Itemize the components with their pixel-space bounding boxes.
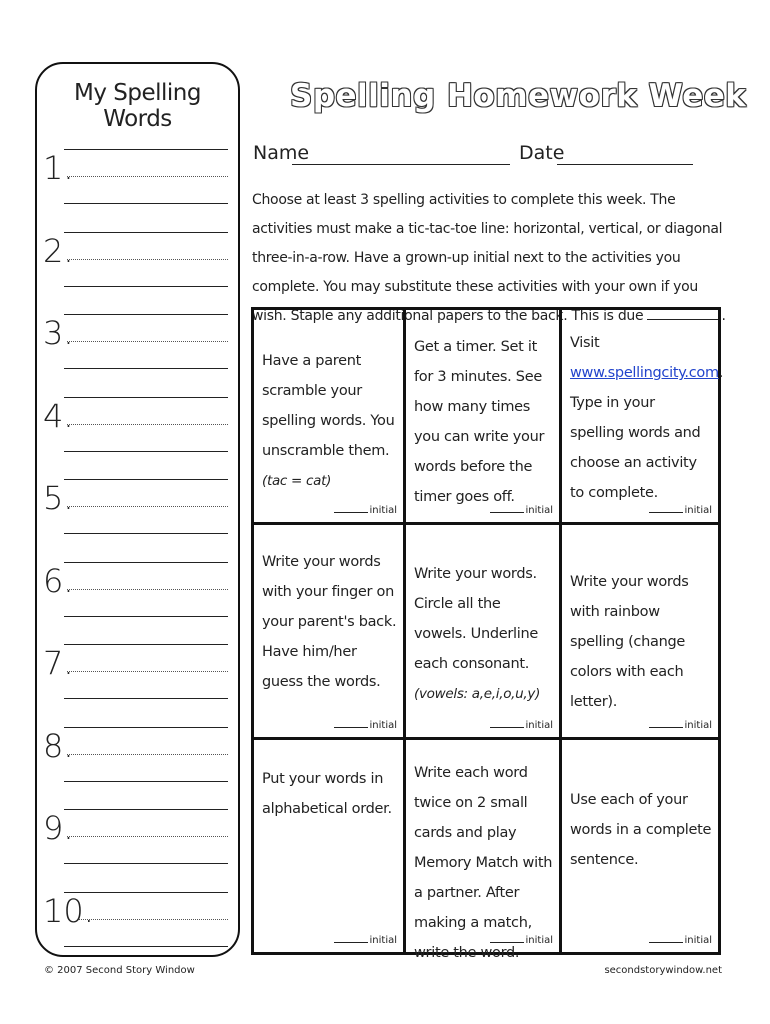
word-line[interactable] <box>64 946 228 947</box>
activity-cell <box>406 310 562 525</box>
activity-cell <box>406 740 562 961</box>
word-line[interactable] <box>64 562 228 563</box>
activity-cell <box>562 525 718 740</box>
copyright-text: © 2007 Second Story Window <box>44 965 195 976</box>
activity-text: Put your words in alphabetical order. <box>262 771 392 817</box>
word-dotted-line <box>67 671 228 672</box>
word-number: 7. <box>43 644 74 682</box>
word-line[interactable] <box>64 533 228 534</box>
activity-text: Visit www.spellingcity.com. Type in your spelling words and choose an activity to complete. <box>570 335 724 501</box>
activity-cell <box>562 310 724 525</box>
initial-field[interactable]: initial <box>649 505 713 516</box>
initial-field[interactable]: initial <box>649 935 713 946</box>
activity-text: Write your words with rainbow spelling (change colors with each letter). <box>570 574 689 710</box>
word-dotted-line <box>67 506 228 507</box>
word-line[interactable] <box>64 149 228 150</box>
instructions-end: . <box>721 308 726 324</box>
word-line[interactable] <box>64 863 228 864</box>
activity-text: Write your words. Circle all the vowels. Underline each consonant. (vowels: a,e,i,o,u,y) <box>414 566 541 702</box>
word-line[interactable] <box>64 232 228 233</box>
word-line[interactable] <box>64 286 228 287</box>
activity-note: (vowels: a,e,i,o,u,y) <box>414 686 541 702</box>
initial-field[interactable]: initial <box>334 935 398 946</box>
word-dotted-line <box>67 259 228 260</box>
word-number: 3. <box>43 314 74 352</box>
word-line[interactable] <box>64 781 228 782</box>
word-line[interactable] <box>64 451 228 452</box>
date-field[interactable] <box>557 164 693 165</box>
spelling-words-panel <box>35 62 240 957</box>
word-line[interactable] <box>64 368 228 369</box>
website-text: secondstorywindow.net <box>604 965 722 976</box>
word-line[interactable] <box>64 203 228 204</box>
activity-cell <box>254 740 406 952</box>
activity-note: (tac = cat) <box>262 473 332 489</box>
word-line[interactable] <box>64 397 228 398</box>
activity-text: Use each of your words in a complete sentence. <box>570 792 712 868</box>
word-dotted-line <box>67 424 228 425</box>
word-number: 10. <box>43 891 94 930</box>
word-number: 6. <box>43 561 74 600</box>
initial-field[interactable]: initial <box>334 720 398 731</box>
activity-cell <box>562 740 718 952</box>
word-number: 1. <box>43 149 74 187</box>
word-dotted-line <box>67 836 228 837</box>
word-dotted-line <box>67 589 228 590</box>
activity-text: Have a parent scramble your spelling words. You unscramble them. (tac = cat) <box>262 353 395 489</box>
initial-field[interactable]: initial <box>490 720 554 731</box>
initial-field[interactable]: initial <box>334 505 398 516</box>
activity-cell <box>406 525 562 740</box>
spelling-words-title: My Spelling Words <box>74 80 201 132</box>
word-dotted-line <box>67 341 228 342</box>
word-number: 5. <box>43 479 74 517</box>
spellingcity-link[interactable]: www.spellingcity.com <box>570 365 719 381</box>
date-label: Date <box>519 142 565 164</box>
activity-grid <box>251 307 724 961</box>
instructions-body: Choose at least 3 spelling activities to complete this week. The activities must make a tic-tac-toe line: horizontal, vertical, or diagonal three-in-a-row. Have a grown-up initial next to the activities you complete. You may substitute these activities with your own if you wish. Staple any additional papers to the back. This is due <box>252 192 723 324</box>
word-line[interactable] <box>64 314 228 315</box>
initial-field[interactable]: initial <box>649 720 713 731</box>
word-line[interactable] <box>64 479 228 480</box>
word-line[interactable] <box>64 727 228 728</box>
initial-field[interactable]: initial <box>490 505 554 516</box>
word-number: 4. <box>43 396 74 435</box>
word-number: 8. <box>43 726 74 765</box>
word-line[interactable] <box>64 698 228 699</box>
activity-cell <box>254 525 406 740</box>
page-title: Spelling Homework Week <box>290 78 747 114</box>
activity-text: Write each word twice on 2 small cards and play Memory Match with a partner. After making a match, write the word. <box>414 765 553 961</box>
word-number: 9. <box>43 809 74 847</box>
initial-field[interactable]: initial <box>490 935 554 946</box>
word-dotted-line <box>79 919 228 920</box>
name-label: Name <box>253 142 310 164</box>
word-number: 2. <box>43 231 74 270</box>
word-dotted-line <box>67 754 228 755</box>
activity-text: Get a timer. Set it for 3 minutes. See how many times you can write your words before the timer goes off. <box>414 339 545 505</box>
word-line[interactable] <box>64 644 228 645</box>
word-line[interactable] <box>64 616 228 617</box>
name-field[interactable] <box>292 164 510 165</box>
word-dotted-line <box>67 176 228 177</box>
activity-text: Write your words with your finger on your parent's back. Have him/her guess the words. <box>262 554 397 690</box>
word-line[interactable] <box>64 809 228 810</box>
activity-cell <box>254 310 406 525</box>
